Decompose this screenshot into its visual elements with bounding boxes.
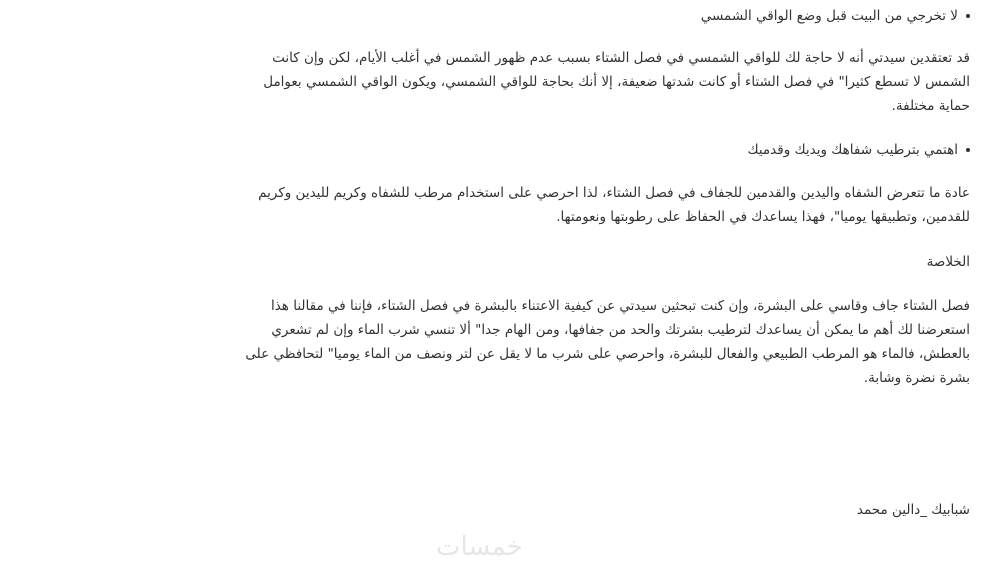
bullet-dot-icon	[966, 148, 970, 152]
paragraph-line: حماية مختلفة.	[891, 98, 970, 114]
khamsat-watermark: خمسات	[436, 532, 523, 562]
paragraph-line: قد تعتقدين سيدتي أنه لا حاجة لك للواقي الشمسي في فصل الشتاء بسبب عدم ظهور الشمس في أغلب الأيام، لكن وإن كانت	[272, 50, 970, 66]
author-signature: شبابيك _دالين محمد	[856, 502, 970, 518]
bullet-sunscreen	[701, 4, 970, 28]
paragraph-line: للقدمين، وتطبيقها يوميا"، فهذا يساعدك في الحفاظ على رطوبتها ونعومتها.	[556, 209, 970, 225]
bullet-sunscreen-text: لا تخرجي من البيت قبل وضع الواقي الشمسي	[700, 8, 958, 24]
paragraph-line: استعرضنا لك أهم ما يمكن أن يساعدك لترطيب بشرتك والحد من جفافها، ومن الهام جدا" ألا تنسي شرب الماء وإن لم تشعري	[271, 322, 970, 338]
paragraph-line: عادة ما تتعرض الشفاه واليدين والقدمين للجفاف في فصل الشتاء، لذا احرصي على استخدام مرطب للشفاه وكريم لليدين وكريم	[258, 185, 970, 201]
paragraph-line: الشمس لا تسطع كثيرا" في فصل الشتاء أو كانت شدتها ضعيفة، إلا أنك بحاجة للواقي الشمسي، ويكون الواقي الشمسي بعوامل	[263, 74, 970, 90]
bullet-dot-icon	[966, 14, 970, 18]
bullet-moisturize-text: اهتمي بترطيب شفاهك ويديك وقدميك	[747, 142, 958, 158]
paragraph-line: فصل الشتاء جاف وقاسي على البشرة، وإن كنت تبحثين سيدتي عن كيفية الاعتناء بالبشرة في فصل الشتاء، فإننا في مقالنا هذا	[270, 298, 970, 314]
bullet-moisturize	[747, 138, 970, 162]
paragraph-sunscreen	[263, 46, 970, 118]
paragraph-conclusion	[245, 294, 970, 390]
paragraph-line: بالعطش، فالماء هو المرطب الطبيعي والفعال للبشرة، واحرصي على شرب ما لا يقل عن لتر ونصف من الماء يوميا" لتحافظي على	[245, 346, 970, 362]
conclusion-heading: الخلاصة	[926, 254, 970, 270]
paragraph-line: بشرة نضرة وشابة.	[863, 370, 970, 386]
paragraph-moisturize	[258, 181, 970, 229]
